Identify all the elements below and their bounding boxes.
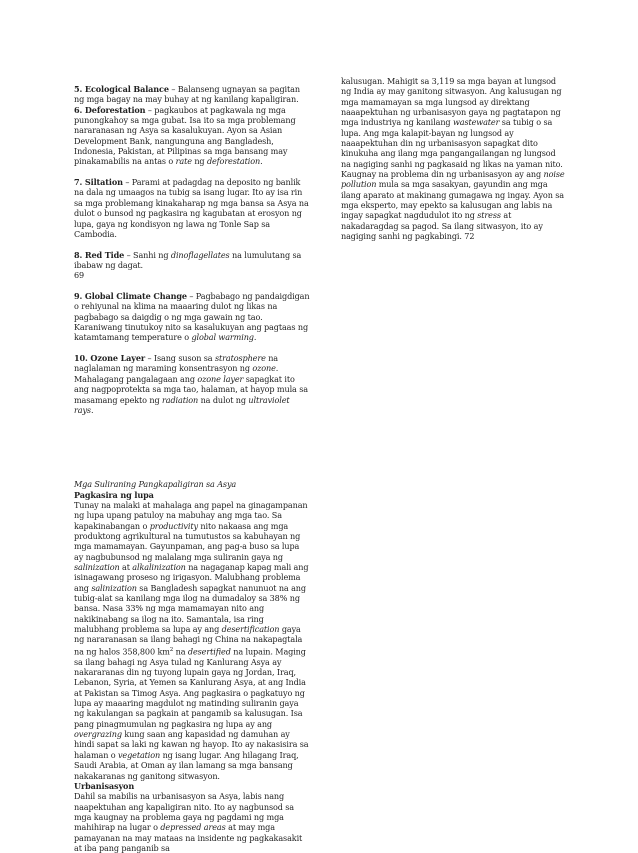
- pagkasira-body: Tunay na malaki at mahalaga ang papel na ginagampanan ng lupa upang patuloy na mabuhay ang mga tao. Sa kapakinabangan o productivity nito nakaasa ang mga produktong agrikultural na tumutustos sa kabuhayan ng mga mamamayan. Gayunpaman, ang pag-a buso sa lupa ay nagbubunsod ng malalang mga suliranin gaya ng salinization at alkalinization na nagaganap kapag mali ang isinagawang proseso ng irigasyon. Malubhang problema ang salinization sa Bangladesh sapagkat nanunuot na ang tubig-alat sa kanilang mga ilog na dumadaloy sa 38% ng bansa. Nasa 33% ng mga mamamayan nito ang nakikinabang sa ilog na ito. Samantala, isa ring malubhang problema sa lupa ay ang desertification gaya ng nararanasan sa ilang bahagi ng China na nakapagtala na ng halos 358,800 $km^2$ na desertified na lupain. Maging sa ilang bahagi ng Asya tulad ng Kanlurang Asya ay nakararanas din ng tuyong lupain gaya ng Jordan, Iraq, Lebanon, Syria, at Yemen sa Kanlurang Asya, at ang India at Pakistan sa Timog Asya. Ang pagkasira o pagkatuyo ng lupa ay maaaring magdulot ng matinding suliranin gaya ng kakulangan sa pagkain at pangamib sa kalusugan. Isa pang pinagmumulan ng pagkasira ng lupa ay ang overgrazing kung saan ang kapasidad ng damuhan ay hindi sapat sa laki ng kawan ng hayop. Ito ay nakasisira sa halaman o vegetation ng isang lugar. Ang hilagang Iraq, Saudi Arabia, at Oman ay ilan lamang sa mga bansang nakakaranas ng ganitong sitwasyon.: [74, 499, 309, 781]
- urbanisasyon-continuation: kalusugan. Mahigit sa 3,119 sa mga bayan at lungsod ng India ay may ganitong sitwasyon. Ang kalusugan ng mga mamamayan sa mga lungsod ay direktang naaapektuhan ng urbanisasyon gaya ng pagtatapon ng mga industriya ng kanilang wastewater sa tubig o sa lupa. Ang mga kalapit-bayan ng lungsod ay naaapektuhan din ng urbanisasyon sapagkat dito kinukuha ang ilang mga pangangailangan ng lungsod na nagiging sanhi ng pagkasaid ng likas na yaman nito. Kaugnay na problema din ng urbanisasyon ay ang noise pollution mula sa mga sasakyan, gayundin ang mga ilang aparato at makinang gumagawa ng ingay. Ayon sa mga eksperto, may epekto sa kalusugan ang labis na ingay sapagkat nagdudulot ito ng stress at nakadaragdag sa pagod. Sa ilang sitwasyon, ito ay nagiging sanhi ng pagkabingi. 72: [341, 76, 565, 242]
- term-siltation: 7. Siltation – Parami at padagdag na deposito ng banlik na dala ng umaagos na tubig sa isang lugar. Ito ay isa rin sa mga problemang kinakaharap ng mga bansa sa Asya na dulot o bunsod ng pagkasira ng kagubatan at erosyon ng lupa, gaya ng kondisyon ng lawa ng Tonle Sap sa Cambodia.: [74, 177, 309, 239]
- term-red-tide: 8. Red Tide – Sanhi ng dinoflagellates na lumulutang sa ibabaw ng dagat.: [74, 249, 302, 270]
- right-column: [341, 76, 567, 242]
- term-ozone-layer: 10. Ozone Layer – Isang suson sa stratosphere na naglalaman ng maraming konsentrasyon ng ozone. Mahalagang pangalagaan ang ozone layer sapagkat ito ang nagpoprotekta sa mga tao, halaman, at hayop mula sa masamang epekto ng radiation na dulot ng ultraviolet rays.: [74, 353, 308, 415]
- term-deforestation: 6. Deforestation – pagkaubos at pagkawala ng mga punongkahoy sa mga gubat. Isa ito sa mga problemang nararanasan ng Asya sa kasalukuyan. Ayon sa Asian Development Bank, nangunguna ang Bangladesh, Indonesia, Pakistan, at Pilipinas sa mga bansang may pinakamabilis na antas o rate ng deforestation.: [74, 104, 296, 167]
- urbanisasyon-body: Dahil sa mabilis na urbanisasyon sa Asya, labis nang naapektuhan ang kapaligiran nito. Ito ay nagbunsod sa mga kaugnay na problema gaya ng pagdami ng mga mahihirap na lugar o depressed areas at may mga pamayanan na may mataas na insidente ng pagkakasakit at iba pang panganib sa: [74, 791, 303, 853]
- page-number: 69: [74, 270, 85, 281]
- term-global-climate-change: 9. Global Climate Change – Pagbabago ng pandaigdigan o rehiyunal na klima na maaaring dulot ng likas na pagbabago sa daigdig o ng mga gawain ng tao. Karaniwang tinutukoy nito sa kasalukuyan ang pagtaas ng katamtamang temperature o global warming.: [74, 291, 310, 343]
- section-title: Mga Suliraning Pangkapaligiran sa Asya: [74, 479, 237, 490]
- urbanisasyon-heading: Urbanisasyon: [74, 780, 135, 791]
- left-column: [74, 84, 310, 853]
- term-ecological-balance: 5. Ecological Balance – Balanseng ugnayan sa pagitan ng mga bagay na may buhay at ng kanilang kapaligiran.: [74, 84, 300, 105]
- pagkasira-heading: Pagkasira ng lupa: [74, 489, 154, 500]
